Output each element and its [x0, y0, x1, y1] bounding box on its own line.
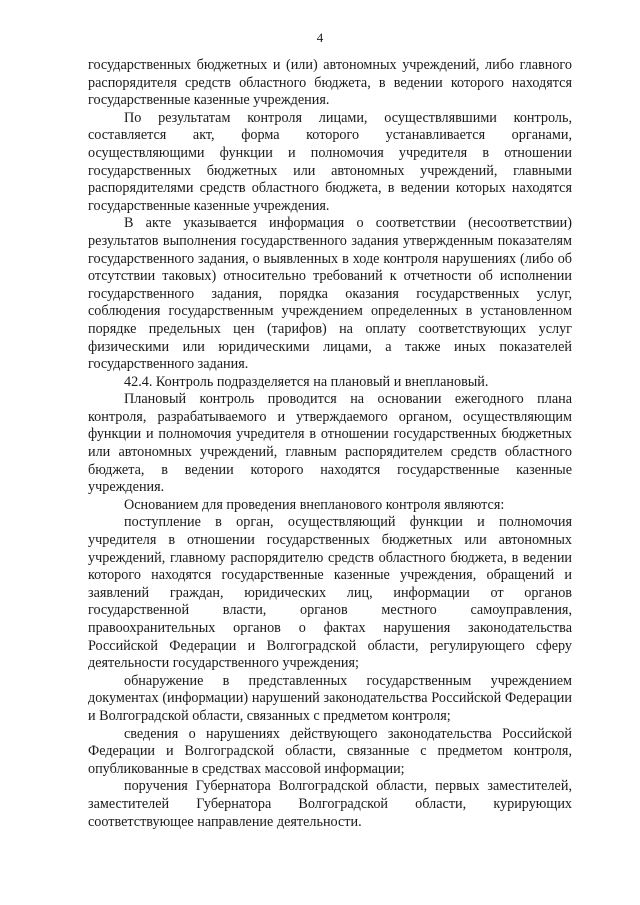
paragraph: поручения Губернатора Волгоградской области, первых заместителей, заместителей Губернатора Волгоградской области, курирующих соответствующее направление деятельности.	[88, 778, 572, 830]
paragraph: Плановый контроль проводится на основании ежегодного плана контроля, разрабатываемого и утверждаемого органом, осуществляющим функции и полномочия учредителя в отношении государственных бюджетных или автономных учреждений, главным распорядителем средств областного бюджета, в ведении которого находятся государственные казенные учреждения.	[88, 391, 572, 496]
paragraph: обнаружение в представленных государственным учреждением документах (информации) нарушений законодательства Российской Федерации и Волгоградской области, связанных с предметом контроля;	[88, 672, 572, 724]
paragraph: 42.4. Контроль подразделяется на плановый и внеплановый.	[124, 373, 489, 390]
page-number: 4	[316, 30, 324, 45]
paragraph: В акте указывается информация о соответствии (несоответствии) результатов выполнения государственного задания утвержденным показателям государственного задания, о выявленных в ходе контроля нарушениях (либо об отсутствии таковых) относительно требований к отчетности об исполнении государственного задания, порядка оказания государственных услуг, соблюдения государственным учреждением определенных в установленном порядке предельных цен (тарифов) на оплату соответствующих услуг физическими или юридическими лицами, а также иных показателей государственного задания.	[88, 215, 572, 373]
paragraph: По результатам контроля лицами, осуществлявшими контроль, составляется акт, форма которого устанавливается органами, осуществляющими функции и полномочия учредителя в отношении государственных бюджетных или автономных учреждений, главными распорядителями средств областного бюджета, в ведении которых находятся государственные казенные учреждения.	[88, 109, 572, 214]
paragraph: государственных бюджетных и (или) автономных учреждений, либо главного распорядителя средств областного бюджета, в ведении которого находятся государственные казенные учреждения.	[88, 57, 572, 109]
paragraph: сведения о нарушениях действующего законодательства Российской Федерации и Волгоградской области, связанные с предметом контроля, опубликованные в средствах массовой информации;	[88, 725, 572, 777]
paragraph: поступление в орган, осуществляющий функции и полномочия учредителя в отношении государственных бюджетных или автономных учреждений, главному распорядителю средств областного бюджета, в ведении которого находятся государственные казенные учреждения, обращений и заявлений граждан, юридических лиц, информации от органов государственной власти, органов местного самоуправления, правоохранительных органов о фактах нарушения законодательства Российской Федерации и Волгоградской области, регулирующего сферу деятельности государственного учреждения;	[88, 514, 572, 672]
document-body	[88, 57, 572, 831]
paragraph: Основанием для проведения внепланового контроля являются:	[124, 496, 505, 513]
